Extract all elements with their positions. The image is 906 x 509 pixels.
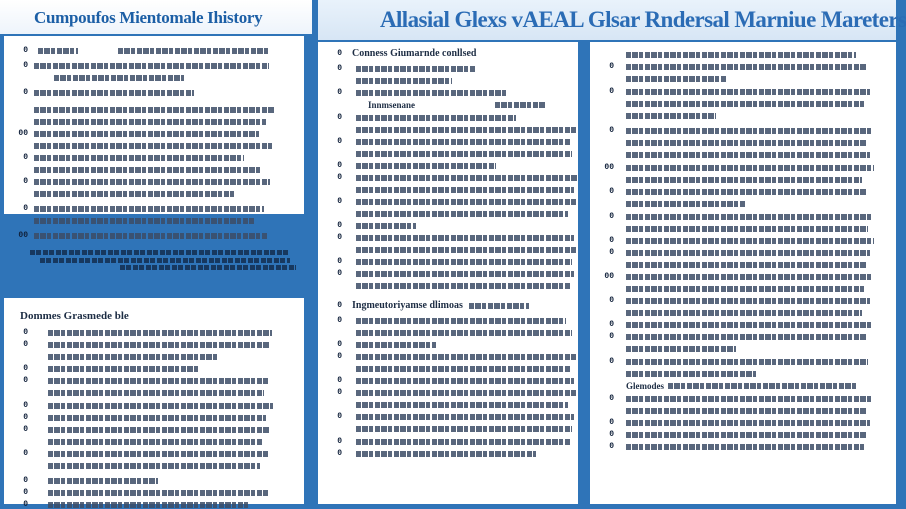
list-marker: 0 (609, 87, 614, 96)
list-marker: 0 (609, 357, 614, 366)
text-line (626, 371, 756, 377)
text-line (626, 346, 736, 352)
text-line (356, 187, 574, 193)
heading-text (38, 48, 78, 54)
list-marker: 0 (23, 425, 28, 434)
text-line (356, 223, 416, 229)
text-line (356, 451, 536, 457)
list-marker: 0 (23, 476, 28, 485)
text-line (34, 155, 244, 161)
list-marker: 0 (337, 316, 342, 325)
text-line (356, 115, 516, 121)
text-line (626, 238, 874, 244)
left-header-banner (0, 0, 312, 34)
list-marker: 00 (18, 129, 28, 138)
list-marker: 0 (337, 352, 342, 361)
list-marker: 0 (23, 364, 28, 373)
list-marker: 0 (23, 328, 28, 337)
text-line (356, 199, 576, 205)
list-marker: 00 (604, 272, 614, 281)
text-line (626, 76, 726, 82)
text-line (48, 415, 266, 421)
list-marker: 0 (337, 301, 342, 310)
text-line (34, 131, 259, 137)
list-marker: 0 (337, 376, 342, 385)
text-line (626, 101, 864, 107)
list-marker: 0 (609, 187, 614, 196)
text-line (34, 218, 254, 224)
right-page-title: Allasial Glexs vAEAL Glsar Rndersal Marniue Mareters (380, 7, 906, 32)
text-line (48, 390, 264, 396)
text-line (48, 378, 268, 384)
text-line (626, 322, 872, 328)
text-line (626, 444, 864, 450)
list-marker: 0 (23, 401, 28, 410)
list-marker: 0 (337, 137, 342, 146)
text-line (626, 274, 872, 280)
blue-divider-band (0, 246, 318, 272)
text-line (356, 259, 572, 265)
list-marker: 0 (609, 320, 614, 329)
text-line (34, 191, 234, 197)
list-marker: 0 (337, 173, 342, 182)
list-marker: 0 (337, 49, 342, 58)
band-text-line (30, 250, 290, 255)
list-marker: 0 (337, 437, 342, 446)
section-heading: Conness Giumarnde conllsed (352, 48, 477, 59)
text-line (626, 214, 872, 220)
text-line (48, 427, 270, 433)
text-line (626, 334, 866, 340)
text-line (34, 63, 269, 69)
list-marker: 0 (23, 177, 28, 186)
list-marker: 0 (337, 113, 342, 122)
list-marker: 0 (609, 248, 614, 257)
text-line (356, 439, 570, 445)
text-line (668, 383, 858, 389)
text-line (34, 167, 262, 173)
band-text-line (40, 258, 290, 263)
text-line (48, 342, 270, 348)
text-line (48, 463, 260, 469)
text-line (356, 90, 506, 96)
list-marker: 0 (609, 236, 614, 245)
text-line (356, 78, 452, 84)
list-marker: 0 (337, 161, 342, 170)
text-line (48, 439, 262, 445)
list-marker: 0 (609, 332, 614, 341)
text-line (356, 366, 570, 372)
text-line (626, 177, 862, 183)
text-line (48, 502, 248, 508)
text-line (626, 420, 870, 426)
text-line (356, 247, 576, 253)
text-line (48, 490, 268, 496)
list-marker: 0 (609, 126, 614, 135)
text-line (48, 330, 272, 336)
text-line (356, 175, 578, 181)
text-line (626, 298, 870, 304)
text-line (626, 152, 870, 158)
list-marker: 0 (23, 500, 28, 509)
text-line (356, 66, 476, 72)
text-line (356, 414, 574, 420)
text-line (626, 140, 866, 146)
list-marker: 0 (337, 233, 342, 242)
text-line (118, 48, 268, 54)
text-line (356, 151, 572, 157)
text-line (356, 271, 574, 277)
list-marker: 0 (337, 88, 342, 97)
list-marker: 0 (23, 340, 28, 349)
text-line (626, 189, 866, 195)
list-marker: 0 (23, 376, 28, 385)
text-line (356, 163, 496, 169)
text-line (356, 330, 572, 336)
section-heading: Ingmeutoriyamse dlimoas (352, 300, 463, 311)
text-line (34, 90, 194, 96)
left-bottom-text-panel (4, 298, 304, 509)
text-line (626, 201, 746, 207)
list-marker: 0 (23, 488, 28, 497)
text-line (356, 342, 436, 348)
list-marker: 0 (337, 340, 342, 349)
middle-text-panel (318, 42, 578, 504)
text-line (34, 107, 274, 113)
text-line (356, 235, 574, 241)
list-marker: 0 (23, 204, 28, 213)
text-line (48, 366, 198, 372)
list-marker: 0 (609, 296, 614, 305)
list-marker: 0 (609, 394, 614, 403)
list-marker: 0 (609, 418, 614, 427)
list-marker: 00 (604, 163, 614, 172)
list-marker: 0 (337, 269, 342, 278)
left-page-title: Cumpoufos Mientomale Ihistory (34, 8, 263, 27)
text-line (356, 390, 576, 396)
list-marker: 0 (337, 388, 342, 397)
text-line (356, 211, 568, 217)
text-line (626, 64, 866, 70)
text-line (356, 127, 576, 133)
text-line (626, 226, 868, 232)
text-line (48, 478, 158, 484)
text-line (626, 52, 856, 58)
text-line (495, 102, 545, 108)
list-marker: 0 (337, 257, 342, 266)
text-line (626, 286, 864, 292)
list-marker: 0 (609, 212, 614, 221)
text-line (54, 75, 184, 81)
subsection-heading: Innmsenane (368, 100, 416, 110)
text-line (356, 354, 576, 360)
text-line (34, 143, 272, 149)
text-line (48, 403, 273, 409)
text-line (626, 262, 866, 268)
text-line (626, 310, 862, 316)
text-line (356, 283, 570, 289)
list-marker: 0 (609, 62, 614, 71)
text-line (626, 165, 874, 171)
list-marker: 0 (23, 46, 28, 55)
text-line (34, 206, 264, 212)
section-heading: Dommes Grasmede ble (20, 310, 129, 322)
text-line (356, 318, 566, 324)
text-line (626, 408, 866, 414)
list-marker: 0 (23, 153, 28, 162)
section-heading: Glemodes (626, 381, 664, 391)
list-marker: 0 (337, 197, 342, 206)
text-line (356, 402, 568, 408)
text-line (469, 303, 529, 309)
list-marker: 0 (609, 430, 614, 439)
list-marker: 0 (609, 442, 614, 451)
list-marker: 0 (23, 449, 28, 458)
text-line (356, 426, 572, 432)
text-line (48, 354, 218, 360)
list-marker: 0 (337, 221, 342, 230)
text-line (626, 250, 870, 256)
list-marker: 0 (23, 61, 28, 70)
text-line (626, 113, 716, 119)
right-header-banner (318, 0, 906, 40)
list-marker: 0 (337, 412, 342, 421)
text-line (626, 89, 870, 95)
list-marker: 0 (337, 64, 342, 73)
left-top-text-panel (4, 36, 304, 240)
text-line (356, 139, 570, 145)
text-line (34, 233, 268, 239)
list-marker: 0 (23, 413, 28, 422)
text-line (626, 432, 866, 438)
list-marker: 00 (18, 231, 28, 240)
text-line (34, 179, 270, 185)
band-text-line (120, 265, 296, 270)
list-marker: 0 (337, 449, 342, 458)
text-line (626, 396, 872, 402)
text-line (34, 119, 266, 125)
right-text-panel (590, 42, 896, 504)
text-line (356, 378, 574, 384)
text-line (48, 451, 268, 457)
text-line (626, 128, 872, 134)
text-line (626, 359, 868, 365)
list-marker: 0 (23, 88, 28, 97)
